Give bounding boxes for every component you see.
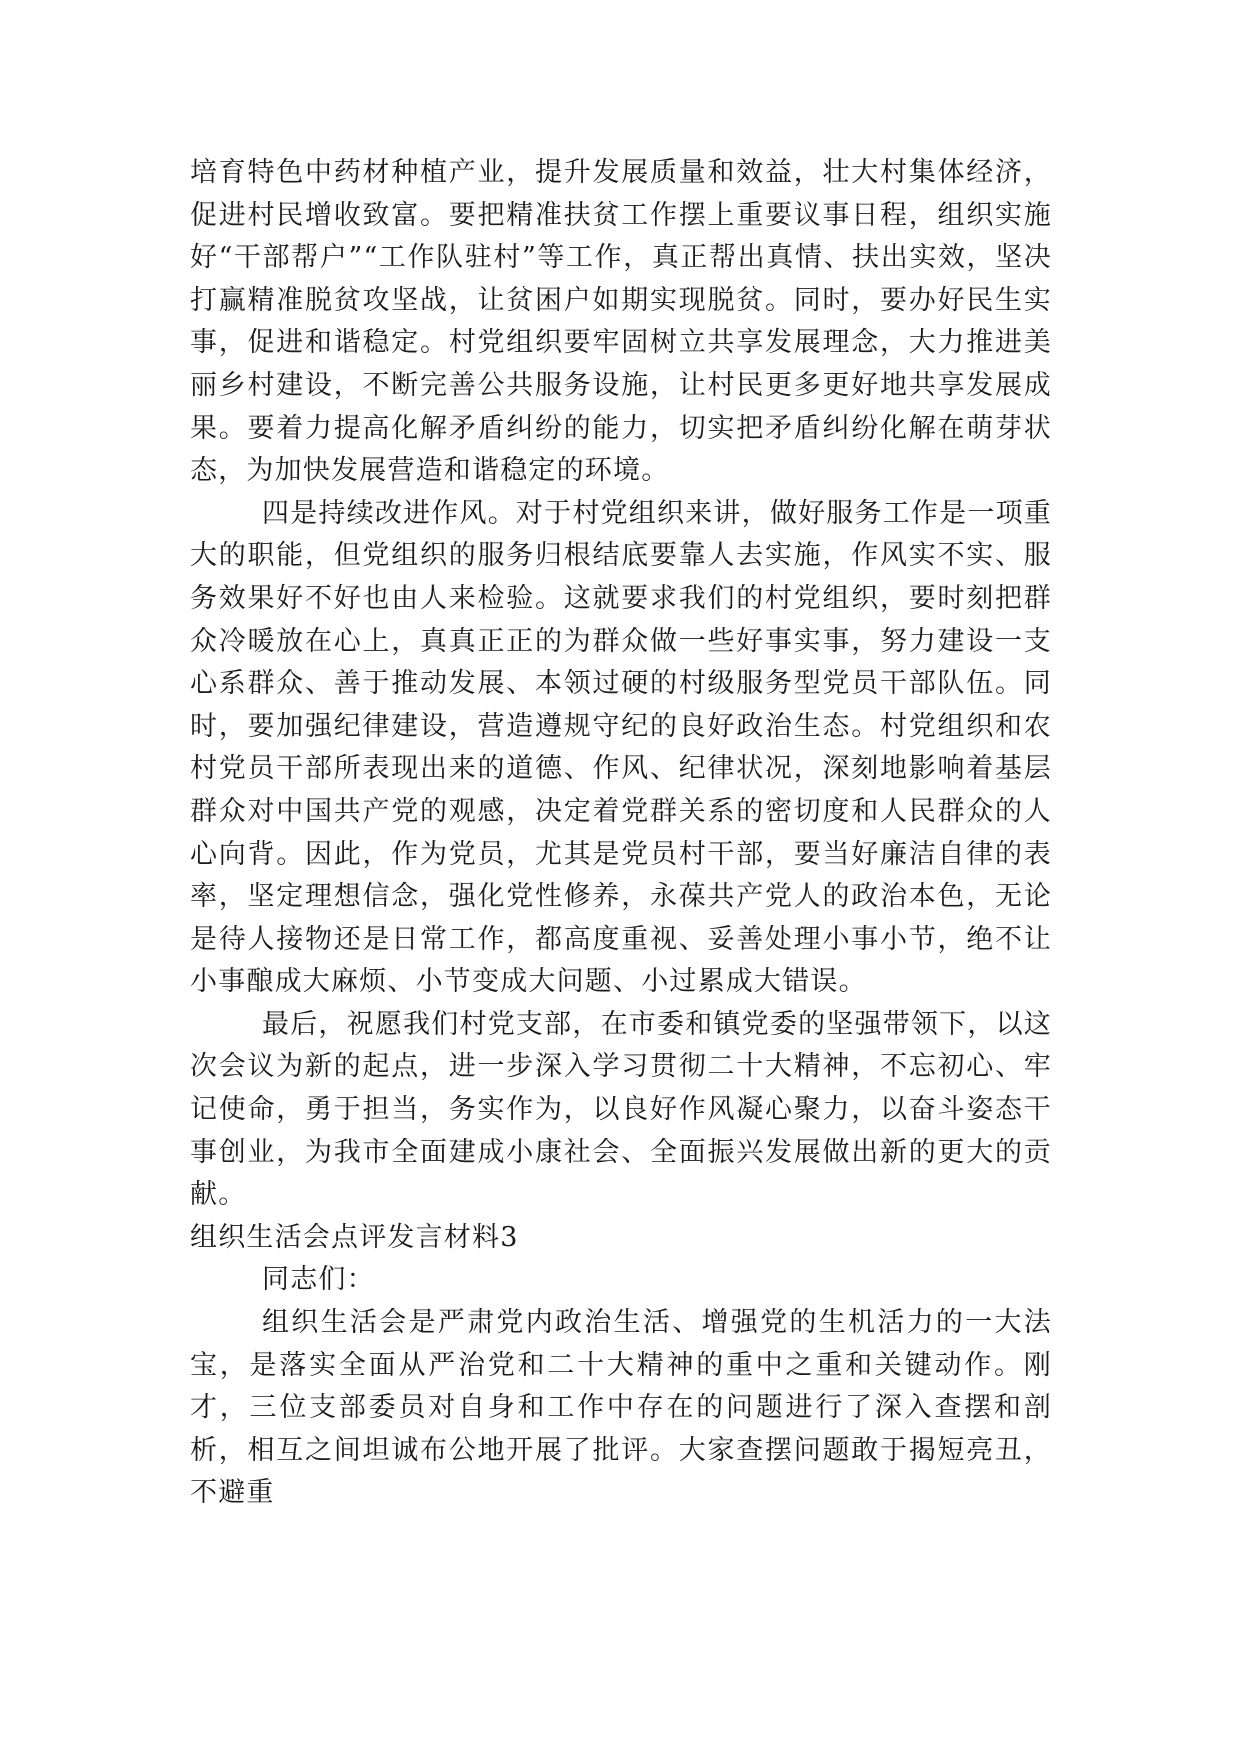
salutation: 同志们： bbox=[262, 1264, 375, 1296]
section-title: 组织生活会点评发言材料3 bbox=[190, 1221, 519, 1253]
document-body bbox=[190, 152, 1052, 1515]
paragraph-rural-development: 培育特色中药材种植产业，提升发展质量和效益，壮大村集体经济，促进村民增收致富。要把精准扶贫工作摆上重要议事日程，组织实施好“干部帮户”“工作队驻村”等工作，真正帮出真情、扶出实效，坚决打赢精准脱贫攻坚战，让贫困户如期实现脱贫。同时，要办好民生实事，促进和谐稳定。村党组织要牢固树立共享发展理念，大力推进美丽乡村建设，不断完善公共服务设施，让村民更多更好地共享发展成果。要着力提高化解矛盾纠纷的能力，切实把矛盾纠纷化解在萌芽状态，为加快发展营造和谐稳定的环境。 bbox=[190, 157, 1052, 487]
paragraph-org-life-meeting: 组织生活会是严肃党内政治生活、增强党的生机活力的一大法宝，是落实全面从严治党和二十大精神的重中之重和关键动作。刚才，三位支部委员对自身和工作中存在的问题进行了深入查摆和剖析，相互之间坦诚布公地开展了批评。大家查摆问题敢于揭短亮丑，不避重 bbox=[190, 1307, 1052, 1509]
paragraph-improve-work-style: 四是持续改进作风。对于村党组织来讲，做好服务工作是一项重大的职能，但党组织的服务归根结底要靠人去实施，作风实不实、服务效果好不好也由人来检验。这就要求我们的村党组织，要时刻把群众冷暖放在心上，真真正正的为群众做一些好事实事，努力建设一支心系群众、善于推动发展、本领过硬的村级服务型党员干部队伍。同时，要加强纪律建设，营造遵规守纪的良好政治生态。村党组织和农村党员干部所表现出来的道德、作风、纪律状况，深刻地影响着基层群众对中国共产党的观感，决定着党群关系的密切度和人民群众的人心向背。因此，作为党员，尤其是党员村干部，要当好廉洁自律的表率，坚定理想信念，强化党性修养，永葆共产党人的政治本色，无论是待人接物还是日常工作，都高度重视、妥善处理小事小节，绝不让小事酿成大麻烦、小节变成大问题、小过累成大错误。 bbox=[190, 497, 1052, 998]
paragraph-closing-wishes: 最后，祝愿我们村党支部，在市委和镇党委的坚强带领下，以这次会议为新的起点，进一步深入学习贯彻二十大精神，不忘初心、牢记使命，勇于担当，务实作为，以良好作风凝心聚力，以奋斗姿态干事创业，为我市全面建成小康社会、全面振兴发展做出新的更大的贡献。 bbox=[190, 1008, 1052, 1211]
